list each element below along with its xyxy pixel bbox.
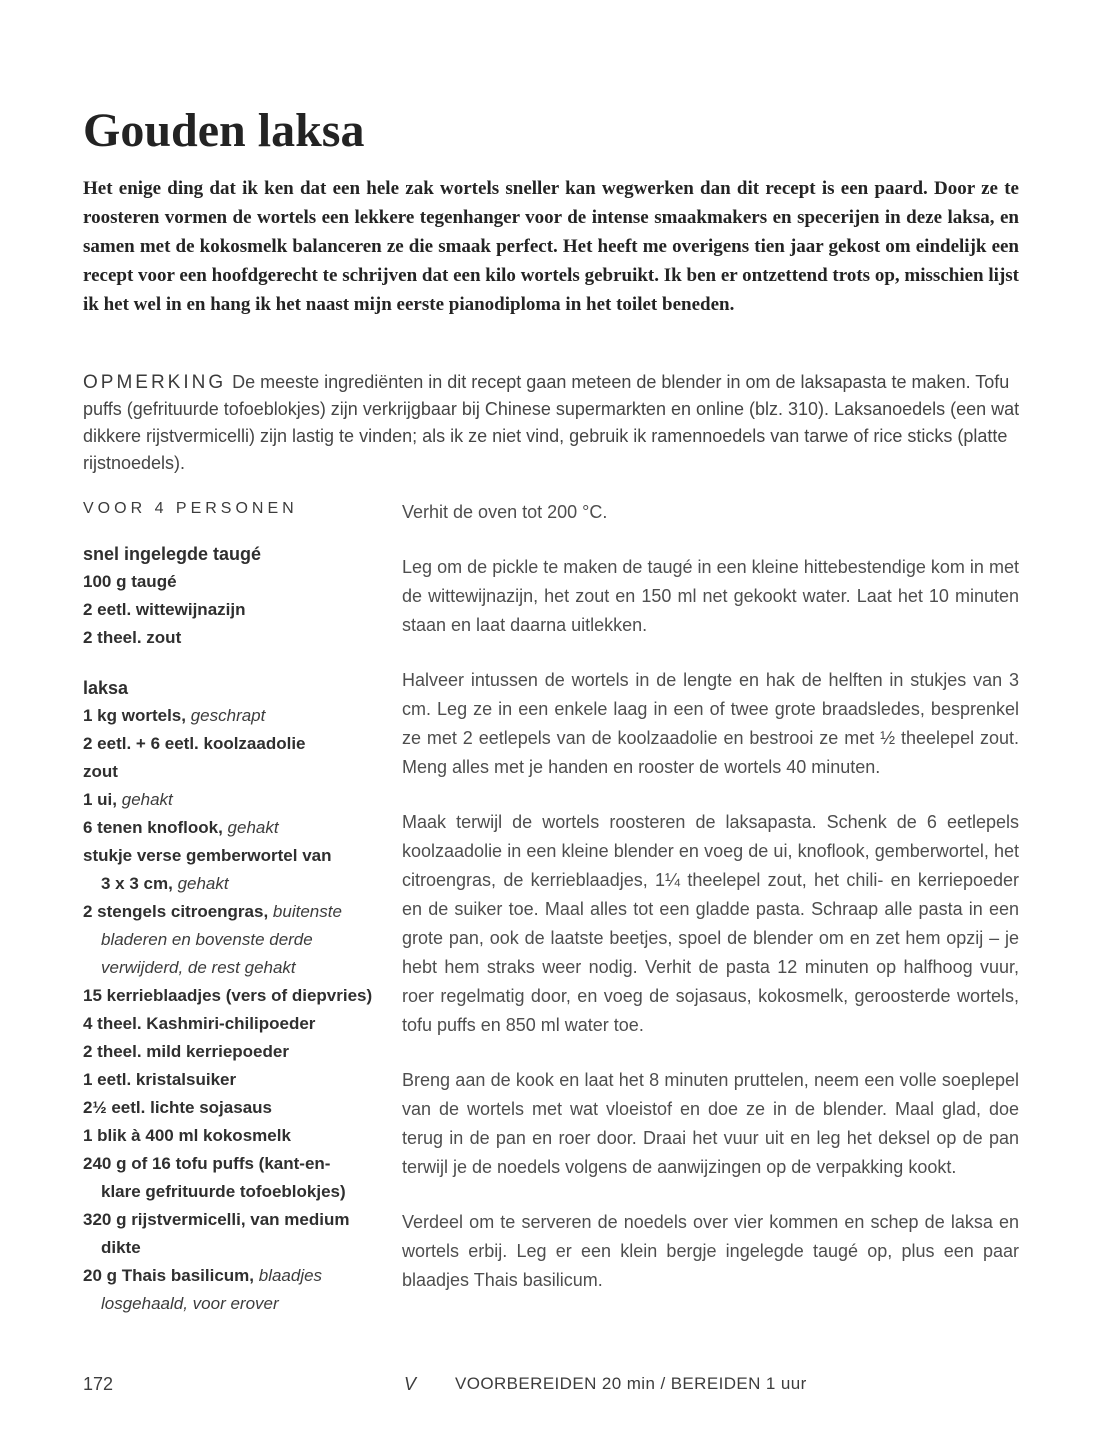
ingredient-text: 2 eetl. wittewijnazijn [83,600,246,619]
ingredient-text: 2½ eetl. lichte sojasaus [83,1098,272,1117]
servings-header: VOOR 4 PERSONEN [83,500,298,517]
ingredient-line [83,926,391,954]
ingredient-text: 2 eetl. + 6 eetl. koolzaadolie [83,734,306,753]
ingredients-list [83,540,391,1318]
ingredient-text: 2 theel. zout [83,628,182,647]
ingredients-column [83,498,391,1318]
diet-label: V [404,1374,417,1394]
ingredient-text: 1 ui, [83,790,122,809]
ingredient-line [83,1150,391,1178]
ingredient-text: 100 g taugé [83,572,177,591]
ingredient-text: geschrapt [190,706,266,725]
ingredient-text: buitenste [272,902,342,921]
page-footer [0,1374,1100,1404]
ingredient-text: 1 kg wortels, [83,706,191,725]
ingredient-text: 2 theel. mild kerriepoeder [83,1042,289,1061]
ingredient-line [83,786,391,814]
ingredient-text: 320 g rijstvermicelli, van medium [83,1210,350,1229]
prep-time-info: VOORBEREIDEN 20 min / BEREIDEN 1 uur [455,1374,807,1393]
ingredient-line [83,730,391,758]
note-label: OPMERKING [83,372,227,393]
ingredient-line [83,568,391,596]
ingredient-line [83,982,391,1010]
ingredient-text: 1 blik à 400 ml kokosmelk [83,1126,291,1145]
ingredient-line [83,1094,391,1122]
ingredient-text: gehakt [177,874,229,893]
ingredient-group [83,540,391,652]
ingredient-text: bladeren en bovenste derde [101,930,313,949]
recipe-intro: Het enige ding dat ik ken dat een hele zak wortels sneller kan wegwerken dan dit recept is een paard. Door ze te roosteren vormen de wortels een lekkere tegenhanger voor de intense smaakmakers en specerijen in deze laksa, en samen met de kokosmelk balanceren ze die smaak perfect. Het heeft me overigens tien jaar gekost om eindelijk een recept voor een hoofdgerecht te schrijven dat een kilo wortels gebruikt. Ik ben er ontzettend trots op, misschien lijst ik het wel in en hang ik het naast mijn eerste pianodiploma in het toilet beneden. [83,178,1019,315]
ingredient-line [83,814,391,842]
ingredient-line [83,954,391,982]
ingredient-text: 6 tenen knoflook, [83,818,228,837]
ingredient-line [83,1010,391,1038]
ingredient-group-title: snel ingelegde taugé [83,544,262,564]
method-paragraphs [402,498,1019,1295]
ingredient-text: dikte [101,1238,141,1257]
method-paragraph: Verhit de oven tot 200 °C. [402,502,608,522]
method-paragraph: Maak terwijl de wortels roosteren de laksapasta. Schenk de 6 eetlepels koolzaadolie in een kleine blender en voeg de ui, knoflook, gemberwortel, het citroengras, de kerrieblaadjes, 1¼ theelepel zout, het chili- en kerriepoeder en de suiker toe. Maal alles tot een gladde pasta. Schraap alle pasta in een grote pan, ook de laatste beetjes, spoel de blender om en zet hem opzij – je hebt hem straks weer nodig. Verhit de pasta 12 minuten op halfhoog vuur, roer regelmatig door, en voeg de sojasaus, kokosmelk, geroosterde wortels, tofu puffs en 850 ml water toe. [402,812,1019,1035]
ingredient-line [83,624,391,652]
method-paragraph: Breng aan de kook en laat het 8 minuten pruttelen, neem een volle soeplepel van de wortels met wat vloeistof en doe ze in de blender. Maal glad, doe terug in de pan en roer door. Draai het vuur uit en leg het deksel op de pan terwijl je de noedels volgens de aanwijzingen op de verpakking kookt. [402,1070,1019,1177]
ingredient-text: 2 stengels citroengras, [83,902,273,921]
ingredient-line [83,1262,391,1290]
recipe-title: Gouden laksa [83,104,365,158]
note-text: De meeste ingrediënten in dit recept gaan meteen de blender in om de laksapasta te maken. Tofu puffs (gefrituurde tofoeblokjes) zijn verkrijgbaar bij Chinese supermarkten en online (blz. 310). Laksanoedels (een wat dikkere rijstvermicelli) zijn lastig te vinden; als ik ze niet vind, gebruik ik ramennoedels van tarwe of rice sticks (platte rijstnoedels). [83,372,1020,473]
ingredient-text: 20 g Thais basilicum, [83,1266,259,1285]
ingredient-group-title: laksa [83,678,129,698]
ingredient-text: 1 eetl. kristalsuiker [83,1070,237,1089]
recipe-note [83,369,1027,477]
ingredient-text: klare gefrituurde tofoeblokjes) [101,1182,346,1201]
ingredient-text: blaadjes [258,1266,323,1285]
ingredient-line [83,1206,391,1234]
ingredient-line [83,898,391,926]
ingredient-line [83,842,391,870]
ingredient-line [83,870,391,898]
ingredient-text: verwijderd, de rest gehakt [101,958,296,977]
ingredient-text: zout [83,762,118,781]
ingredient-line [83,1122,391,1150]
method-paragraph: Leg om de pickle te maken de taugé in een kleine hittebestendige kom in met de wittewijnazijn, het zout en 150 ml net gekookt water. Laat het 10 minuten staan en laat daarna uitlekken. [402,557,1019,635]
ingredient-text: gehakt [227,818,279,837]
ingredient-line [83,596,391,624]
ingredient-text: stukje verse gemberwortel van [83,846,332,865]
ingredient-line [83,1178,391,1206]
ingredient-line [83,1066,391,1094]
ingredient-text: 4 theel. Kashmiri-chilipoeder [83,1014,316,1033]
ingredient-text: 3 x 3 cm, [101,874,178,893]
method-column [402,498,1019,1321]
method-paragraph: Halveer intussen de wortels in de lengte en hak de helften in stukjes van 3 cm. Leg ze in een enkele laag in een of twee grote braadsledes, besprenkel ze met 2 eetlepels van de koolzaadolie en bestrooi ze met ½ theelepel zout. Meng alles met je handen en rooster de wortels 40 minuten. [402,670,1019,777]
method-paragraph: Verdeel om te serveren de noedels over vier kommen en schep de laksa en wortels erbij. Leg er een klein bergje ingelegde taugé op, plus een paar blaadjes Thais basilicum. [402,1212,1019,1290]
ingredient-text: losgehaald, voor erover [101,1294,279,1313]
page-number: 172 [83,1374,114,1394]
ingredient-line [83,1234,391,1262]
ingredient-text: gehakt [121,790,173,809]
ingredient-line [83,758,391,786]
ingredient-line [83,1290,391,1318]
ingredient-text: 240 g of 16 tofu puffs (kant-en- [83,1154,331,1173]
ingredient-group [83,674,391,1318]
ingredient-line [83,1038,391,1066]
ingredient-line [83,702,391,730]
ingredient-text: 15 kerrieblaadjes (vers of diepvries) [83,986,373,1005]
